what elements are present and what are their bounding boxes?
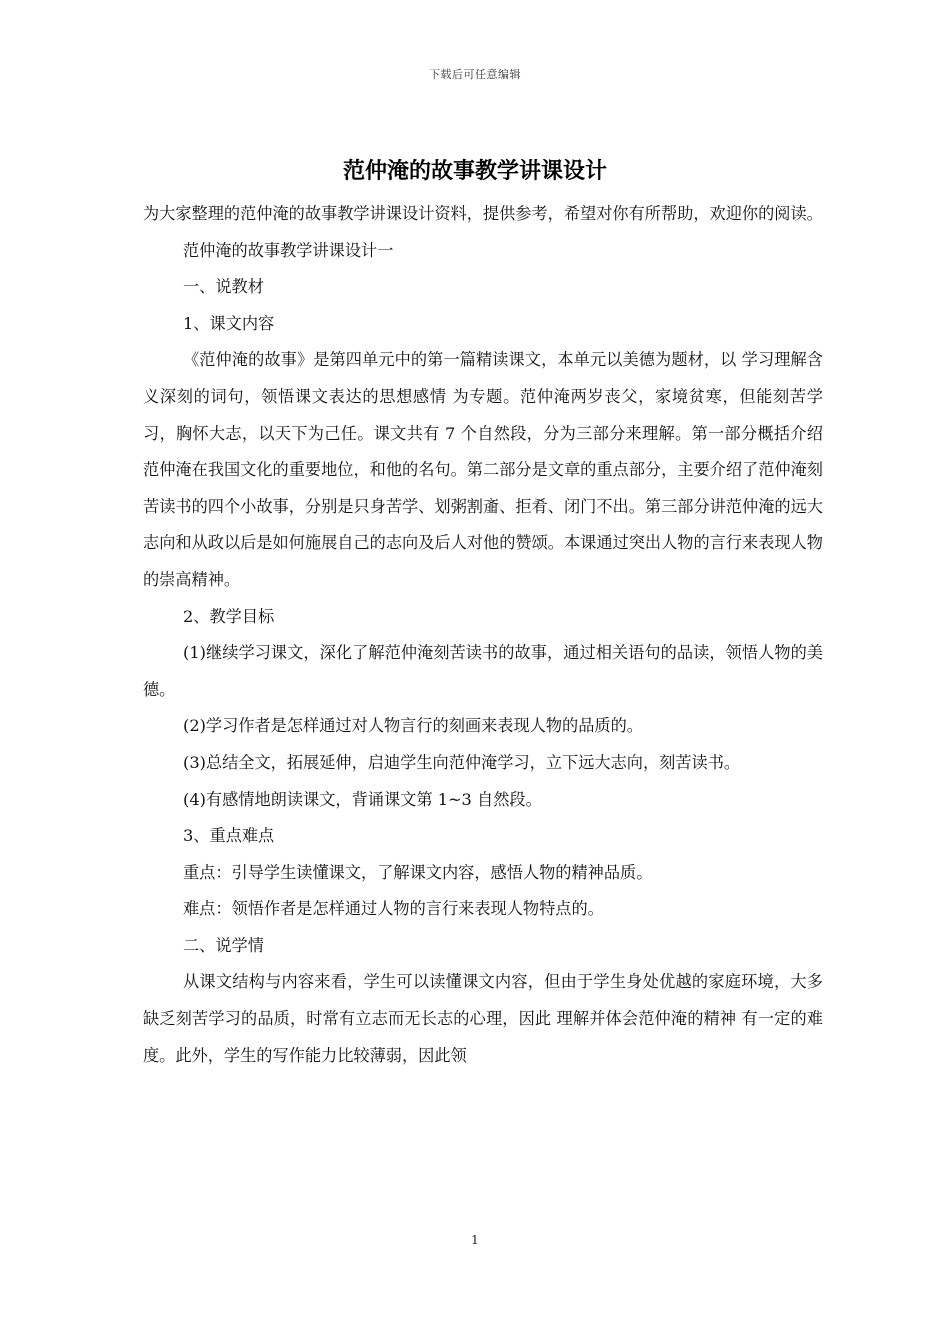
document-title: 范仲淹的故事教学讲课设计: [342, 158, 607, 184]
section-heading: 一、说教材: [183, 277, 264, 297]
document-body: [143, 196, 823, 1074]
body-paragraph: 从课文结构与内容来看，学生可以读懂课文内容，但由于学生身处优越的家庭环境，大多缺乏刻苦学习的品质，时常有立志而无长志的心理，因此 理解并体会范仲淹的精神 有一定的难度。此外，学生的写作能力比较薄弱，因此领: [143, 972, 823, 1065]
list-item: (1)继续学习课文，深化了解范仲淹刻苦读书的故事，通过相关语句的品读，领悟人物的美德。: [143, 643, 823, 699]
difficult-point: 难点：领悟作者是怎样通过人物的言行来表现人物特点的。: [183, 899, 604, 919]
intro-paragraph: 为大家整理的范仲淹的故事教学讲课设计资料，提供参考，希望对你有所帮助，欢迎你的阅读。: [143, 204, 823, 223]
subsection-heading: 2、教学目标: [183, 606, 275, 626]
page-number: 1: [471, 1233, 479, 1247]
section-heading: 范仲淹的故事教学讲课设计一: [183, 240, 394, 260]
key-point: 重点：引导学生读懂课文，了解课文内容，感悟人物的精神品质。: [183, 862, 653, 882]
list-item: (3)总结全文，拓展延伸，启迪学生向范仲淹学习，立下远大志向，刻苦读书。: [183, 752, 741, 772]
list-item: (4)有感情地朗读课文，背诵课文第 1~3 自然段。: [183, 789, 542, 809]
subsection-heading: 3、重点难点: [183, 826, 275, 846]
list-item: (2)学习作者是怎样通过对人物言行的刻画来表现人物的品质的。: [183, 716, 643, 736]
body-paragraph: 《范仲淹的故事》是第四单元中的第一篇精读课文，本单元以美德为题材，以 学习理解含义深刻的词句，领悟课文表达的思想感情 为专题。范仲淹两岁丧父，家境贫寒，但能刻苦学习，胸怀大志，以天下为己任。课文共有 7 个自然段，分为三部分来理解。第一部分概括介绍范仲淹在我国文化的重要地位，和他的名句。第二部分是文章的重点部分，主要介绍了范仲淹刻苦读书的四个小故事，分别是只身苦学、划粥割齑、拒肴、闭门不出。第三部分讲范仲淹的远大志向和从政以后是如何施展自己的志向及后人对他的赞颂。本课通过突出人物的言行来表现人物的崇高精神。: [143, 350, 823, 589]
header-note: 下载后可任意编辑: [429, 68, 521, 81]
subsection-heading: 1、课文内容: [183, 313, 275, 333]
section-heading: 二、说学情: [183, 935, 264, 955]
